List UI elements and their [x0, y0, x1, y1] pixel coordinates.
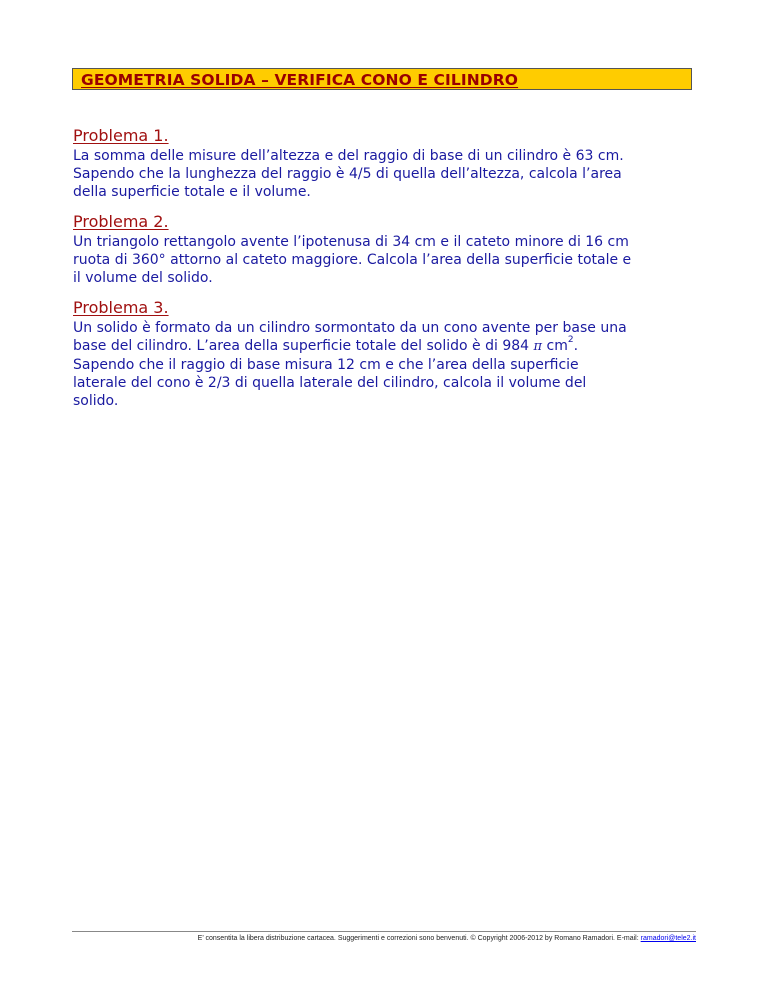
problem-2-line: il volume del solido. [73, 270, 213, 286]
problem-3-text [73, 319, 713, 410]
title-banner [72, 68, 692, 90]
problem-3-line: Sapendo che il raggio di base misura 12 cm e che l’area della superficie [73, 357, 579, 373]
problem-3-line-text: base del cilindro. L’area della superficie totale del solido è di 984 [73, 338, 530, 354]
problem-2-line: ruota di 360° attorno al cateto maggiore. Calcola l’area della superficie totale e [73, 252, 632, 268]
problem-2-text [73, 233, 713, 287]
unit-cm: cm [546, 338, 568, 354]
problem-2 [73, 212, 713, 287]
page-title: GEOMETRIA SOLIDA – VERIFICA CONO E CILINDRO [81, 71, 519, 89]
problem-1-heading: Problema 1. [73, 126, 169, 145]
footer-divider [72, 931, 696, 932]
unit-exponent: 2 [567, 335, 574, 346]
problem-3 [73, 298, 713, 410]
problem-3-heading: Problema 3. [73, 298, 169, 317]
problem-2-line: Un triangolo rettangolo avente l’ipotenusa di 34 cm e il cateto minore di 16 cm [73, 234, 629, 250]
problem-1-line: Sapendo che la lunghezza del raggio è 4/5 di quella dell’altezza, calcola l’area [73, 166, 622, 182]
problem-3-line: solido. [73, 393, 119, 409]
line-period: . [573, 338, 579, 354]
problem-3-line-area [73, 337, 713, 356]
problem-1-line: della superficie totale e il volume. [73, 184, 311, 200]
footer-copyright: E’ consentita la libera distribuzione cartacea. Suggerimenti e correzioni sono benvenuti. © Copyright 2006-2012 by Romano Ramadori. E-mail: [197, 935, 639, 942]
problem-1-text [73, 147, 713, 201]
problem-1 [73, 126, 713, 201]
problem-3-line: laterale del cono è 2/3 di quella laterale del cilindro, calcola il volume del [73, 375, 587, 391]
problem-1-line: La somma delle misure dell’altezza e del raggio di base di un cilindro è 63 cm. [73, 148, 624, 164]
problem-3-line: Un solido è formato da un cilindro sormontato da un cono avente per base una [73, 320, 627, 336]
problem-2-heading: Problema 2. [73, 212, 169, 231]
pi-symbol: π [533, 339, 543, 354]
footer-email-link[interactable]: ramadori@tele2.it [640, 935, 696, 942]
footer [72, 934, 696, 943]
